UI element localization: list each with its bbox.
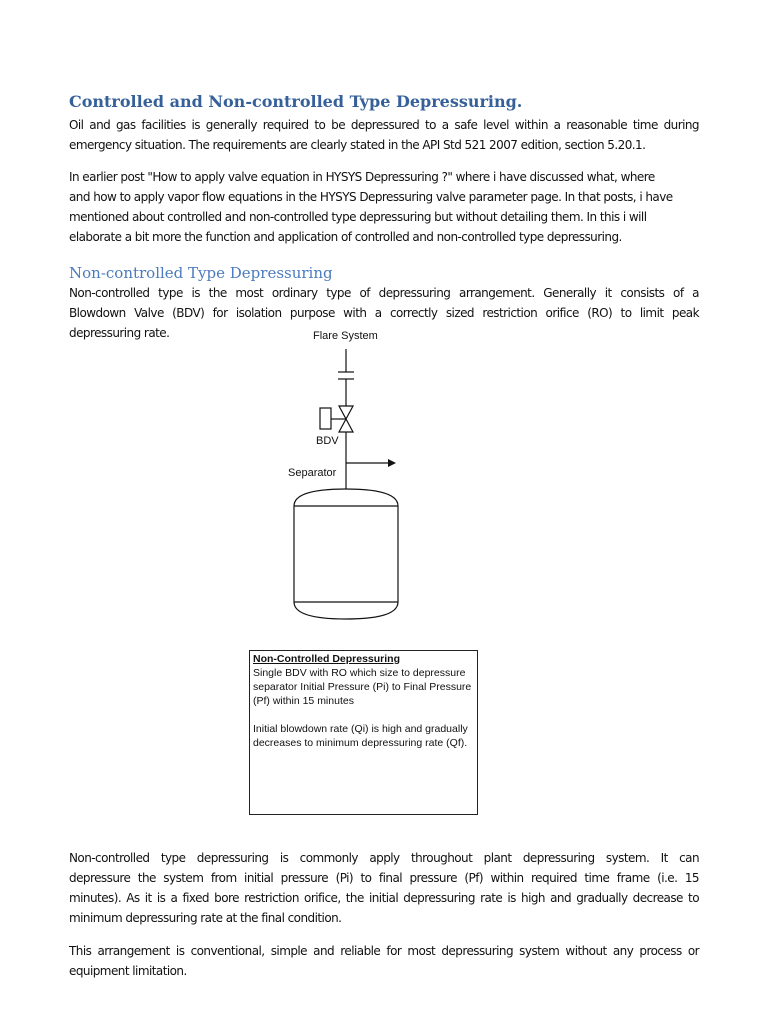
- caption-spacer: [253, 708, 474, 722]
- caption-line: decreases to minimum depressuring rate (Qf).: [253, 737, 468, 749]
- text-line: Non-controlled type depressuring is commonly apply throughout plant depressuring system. It can: [69, 851, 699, 865]
- text-line: depressuring rate.: [69, 326, 170, 340]
- text-line: elaborate a bit more the function and application of controlled and non-controlled type depressuring.: [69, 230, 622, 244]
- page-title: Controlled and Non-controlled Type Depressuring.: [69, 92, 523, 111]
- text-line: This arrangement is conventional, simple and reliable for most depressuring system without any process or: [69, 944, 699, 958]
- caption-line: Initial blowdown rate (Qi) is high and gradually: [253, 723, 468, 735]
- caption-line: separator Initial Pressure (Pi) to Final Pressure: [253, 681, 472, 693]
- flare-system-label: Flare System: [313, 330, 378, 342]
- text-line: minimum depressuring rate at the final condition.: [69, 911, 342, 925]
- text-line: mentioned about controlled and non-controlled type depressuring but without detailing them. In this i will: [69, 210, 647, 224]
- separator-label: Separator: [288, 467, 337, 479]
- caption-line: (Pf) within 15 minutes: [253, 695, 354, 707]
- usage-paragraph: [69, 848, 699, 928]
- bdv-label: BDV: [316, 435, 339, 447]
- text-line: In earlier post "How to apply valve equation in HYSYS Depressuring ?" where i have discussed what, where: [69, 170, 655, 184]
- separator-vessel: [294, 489, 398, 619]
- text-line: Non-controlled type is the most ordinary type of depressuring arrangement. Generally it consists of a: [69, 286, 699, 300]
- text-line: emergency situation. The requirements are clearly stated in the API Std 521 2007 edition, section 5.20.1.: [69, 138, 646, 152]
- text-line: depressure the system from initial pressure (Pi) to final pressure (Pf) within required time frame (i.e. 15: [69, 871, 699, 885]
- diagram-caption-box: [249, 650, 478, 815]
- text-line: minutes). As it is a fixed bore restriction orifice, the initial depressuring rate is high and gradually decrease to: [69, 891, 699, 905]
- valve-upper-triangle: [339, 406, 353, 419]
- caption-line: Single BDV with RO which size to depressure: [253, 667, 466, 679]
- caption-title: Non-Controlled Depressuring: [253, 653, 401, 665]
- section-heading: Non-controlled Type Depressuring: [69, 264, 333, 282]
- text-line: and how to apply vapor flow equations in the HYSYS Depressuring valve parameter page. In that posts, i have: [69, 190, 673, 204]
- text-line: equipment limitation.: [69, 964, 187, 978]
- valve-actuator: [320, 408, 331, 429]
- text-line: Oil and gas facilities is generally required to be depressured to a safe level within a reasonable time during: [69, 118, 699, 132]
- arrow-head: [388, 459, 396, 467]
- valve-lower-triangle: [339, 419, 353, 432]
- text-line: Blowdown Valve (BDV) for isolation purpose with a correctly sized restriction orifice (RO) to limit peak: [69, 306, 699, 320]
- conclusion-paragraph: [69, 941, 699, 981]
